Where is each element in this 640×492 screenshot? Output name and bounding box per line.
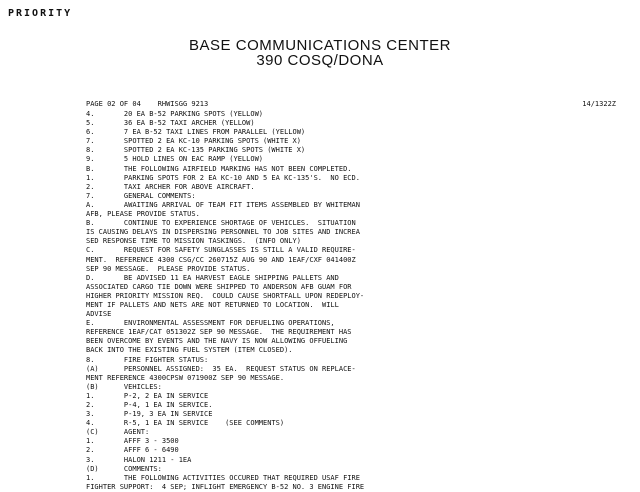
message-line: IS CAUSING DELAYS IN DISPERSING PERSONNEL TO JOB SITES AND INCREA [86, 228, 360, 237]
message-id: RHWISGG 9213 [157, 100, 209, 108]
message-line: 7. SPOTTED 2 EA KC-10 PARKING SPOTS (WHITE X) [86, 137, 301, 146]
message-line: ASSOCIATED CARGO TIE DOWN WERE SHIPPED TO ANDERSON AFB GUAM FOR [86, 282, 352, 291]
message-line: ADVISE [86, 310, 112, 319]
message-line: BEEN OVERCOME BY EVENTS AND THE NAVY IS NOW ALLOWING OFFUELING [86, 337, 348, 346]
message-line: C. REQUEST FOR SAFETY SUNGLASSES IS STILL A VALID REQUIRE- [86, 246, 356, 255]
message-line: FIGHTER SUPPORT: 4 SEP; INFLIGHT EMERGENCY B-52 NO. 3 ENGINE FIRE [86, 482, 365, 491]
message-line: (D) COMMENTS: [86, 464, 162, 473]
message-line: REFERENCE 1EAF/CAT 051302Z SEP 90 MESSAGE. THE REQUIREMENT HAS [86, 328, 352, 337]
message-line: 7. GENERAL COMMENTS: [86, 191, 196, 200]
message-line: (A) PERSONNEL ASSIGNED: 35 EA. REQUEST STATUS ON REPLACE- [86, 364, 356, 373]
message-line: 1. PARKING SPOTS FOR 2 EA KC-10 AND 5 EA KC-135'S. NO ECD. [86, 173, 360, 182]
message-line: B. THE FOLLOWING AIRFIELD MARKING HAS NOT BEEN COMPLETED. [86, 164, 352, 173]
message-line: E. ENVIRONMENTAL ASSESSMENT FOR DEFUELING OPERATIONS, [86, 319, 335, 328]
message-line: MENT. REFERENCE 4300 CSG/CC 260715Z AUG 90 AND 1EAF/CXF 041400Z [86, 255, 356, 264]
date-time-group: 14/1322Z [582, 100, 616, 108]
message-line: BACK INTO THE EXISTING FUEL SYSTEM (ITEM CLOSED). [86, 346, 293, 355]
message-line: (C) AGENT: [86, 428, 150, 437]
page-number: PAGE 02 OF 04 [86, 100, 141, 108]
message-line: 1. AFFF 3 - 3500 [86, 437, 179, 446]
message-line: 2. P-4, 1 EA IN SERVICE. [86, 401, 213, 409]
message-line: D. BE ADVISED 11 EA HARVEST EAGLE SHIPPING PALLETS AND [86, 273, 339, 282]
message-line: 3. HALON 1211 - 1EA [86, 455, 192, 464]
message-line: 4. 20 EA B-52 PARKING SPOTS (YELLOW) [86, 110, 264, 118]
document-subtitle: 390 COSQ/DONA [256, 52, 384, 69]
message-line: 6. 7 EA B-52 TAXI LINES FROM PARALLEL (YELLOW) [86, 128, 306, 137]
document-title: BASE COMMUNICATIONS CENTER [189, 37, 451, 54]
message-line: HIGHER PRIORITY MISSION REQ. COULD CAUSE SHORTFALL UPON REDEPLOY- [86, 291, 365, 300]
message-line: 1. THE FOLLOWING ACTIVITIES OCCURED THAT REQUIRED USAF FIRE [86, 473, 360, 482]
message-line: MENT IF PALLETS AND NETS ARE NOT RETURNED TO LOCATION. WILL [86, 300, 339, 309]
message-line: 8. SPOTTED 2 EA KC-135 PARKING SPOTS (WHITE X) [86, 146, 306, 155]
message-line: 1. P-2, 2 EA IN SERVICE [86, 391, 209, 400]
priority-stamp: PRIORITY [8, 8, 73, 19]
message-line: 4. R-5, 1 EA IN SERVICE (SEE COMMENTS) [86, 419, 285, 428]
message-line: MENT REFERENCE 4300CPSW 071900Z SEP 90 MESSAGE. [86, 373, 285, 382]
message-line: B. CONTINUE TO EXPERIENCE SHORTAGE OF VEHICLES. SITUATION [86, 219, 356, 228]
document-header [0, 38, 640, 68]
message-line: 8. FIRE FIGHTER STATUS: [86, 355, 209, 364]
message-line: (B) VEHICLES: [86, 382, 162, 391]
message-line: 5. 36 EA B-52 TAXI ARCHER (YELLOW) [86, 119, 255, 128]
message-line: 9. 5 HOLD LINES ON EAC RAMP (YELLOW) [86, 155, 264, 164]
page-info-row [86, 100, 616, 108]
message-line: 2. AFFF 6 - 6490 [86, 446, 179, 455]
message-line: 3. P-19, 3 EA IN SERVICE [86, 410, 213, 419]
message-line: AFB, PLEASE PROVIDE STATUS. [86, 210, 200, 219]
message-line: SEP 90 MESSAGE. PLEASE PROVIDE STATUS. [86, 264, 251, 273]
message-line: 2. TAXI ARCHER FOR ABOVE AIRCRAFT. [86, 182, 255, 191]
message-line: SED RESPONSE TIME TO MISSION TASKINGS. (INFO ONLY) [86, 237, 301, 246]
message-line: A. AWAITING ARRIVAL OF TEAM FIT ITEMS ASSEMBLED BY WHITEMAN [86, 200, 360, 209]
message-body [86, 110, 616, 492]
